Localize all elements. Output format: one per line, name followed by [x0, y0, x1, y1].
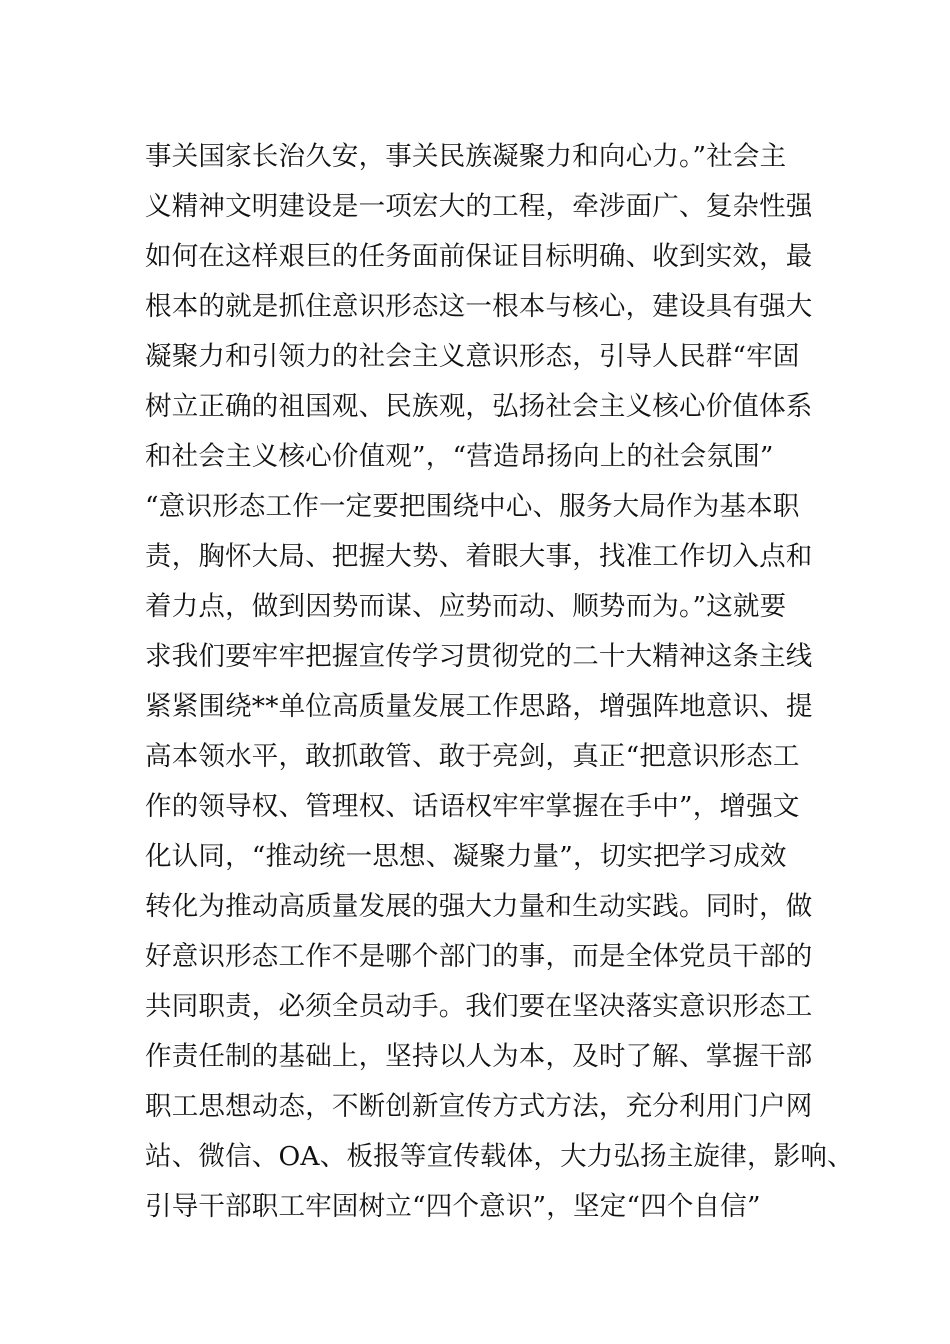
text-line: 凝聚力和引领力的社会主义意识形态，引导人民群“牢固 [145, 341, 800, 372]
text-line: 求我们要牢牢把握宣传学习贯彻党的二十大精神这条主线 [145, 641, 813, 672]
text-line: 和社会主义核心价值观”，“营造昂扬向上的社会氛围” [145, 441, 774, 472]
text-line: 义精神文明建设是一项宏大的工程，牵涉面广、复杂性强 [145, 191, 813, 222]
text-line: 转化为推动高质量发展的强大力量和生动实践。同时，做 [145, 891, 813, 922]
text-line: 如何在这样艰巨的任务面前保证目标明确、收到实效，最 [145, 241, 813, 272]
body-text [145, 132, 854, 1232]
text-line: “意识形态工作一定要把围绕中心、服务大局作为基本职 [145, 491, 800, 522]
text-line: 责，胸怀大局、把握大势、着眼大事，找准工作切入点和 [145, 541, 813, 572]
text-line: 化认同，“推动统一思想、凝聚力量”，切实把学习成效 [145, 841, 787, 872]
text-line: 事关国家长治久安，事关民族凝聚力和向心力。”社会主 [145, 141, 787, 172]
text-line: 根本的就是抓住意识形态这一根本与核心，建设具有强大 [145, 291, 813, 322]
text-line: 站、微信、OA、板报等宣传载体，大力弘扬主旋律，影响、 [145, 1141, 854, 1172]
text-line: 职工思想动态，不断创新宣传方式方法，充分利用门户网 [145, 1091, 813, 1122]
text-line: 引导干部职工牢固树立“四个意识”，坚定“四个自信” [145, 1191, 761, 1222]
text-line: 作责任制的基础上，坚持以人为本，及时了解、掌握干部 [145, 1041, 813, 1072]
text-line: 共同职责，必须全员动手。我们要在坚决落实意识形态工 [145, 991, 813, 1022]
text-line: 高本领水平，敢抓敢管、敢于亮剑，真正“把意识形态工 [145, 741, 800, 772]
text-line: 树立正确的祖国观、民族观，弘扬社会主义核心价值体系 [145, 391, 813, 422]
text-line: 作的领导权、管理权、话语权牢牢掌握在手中”，增强文 [145, 791, 800, 822]
text-line: 着力点，做到因势而谋、应势而动、顺势而为。”这就要 [145, 591, 787, 622]
text-line: 好意识形态工作不是哪个部门的事，而是全体党员干部的 [145, 941, 813, 972]
text-line: 紧紧围绕**单位高质量发展工作思路，增强阵地意识、提 [145, 691, 813, 722]
